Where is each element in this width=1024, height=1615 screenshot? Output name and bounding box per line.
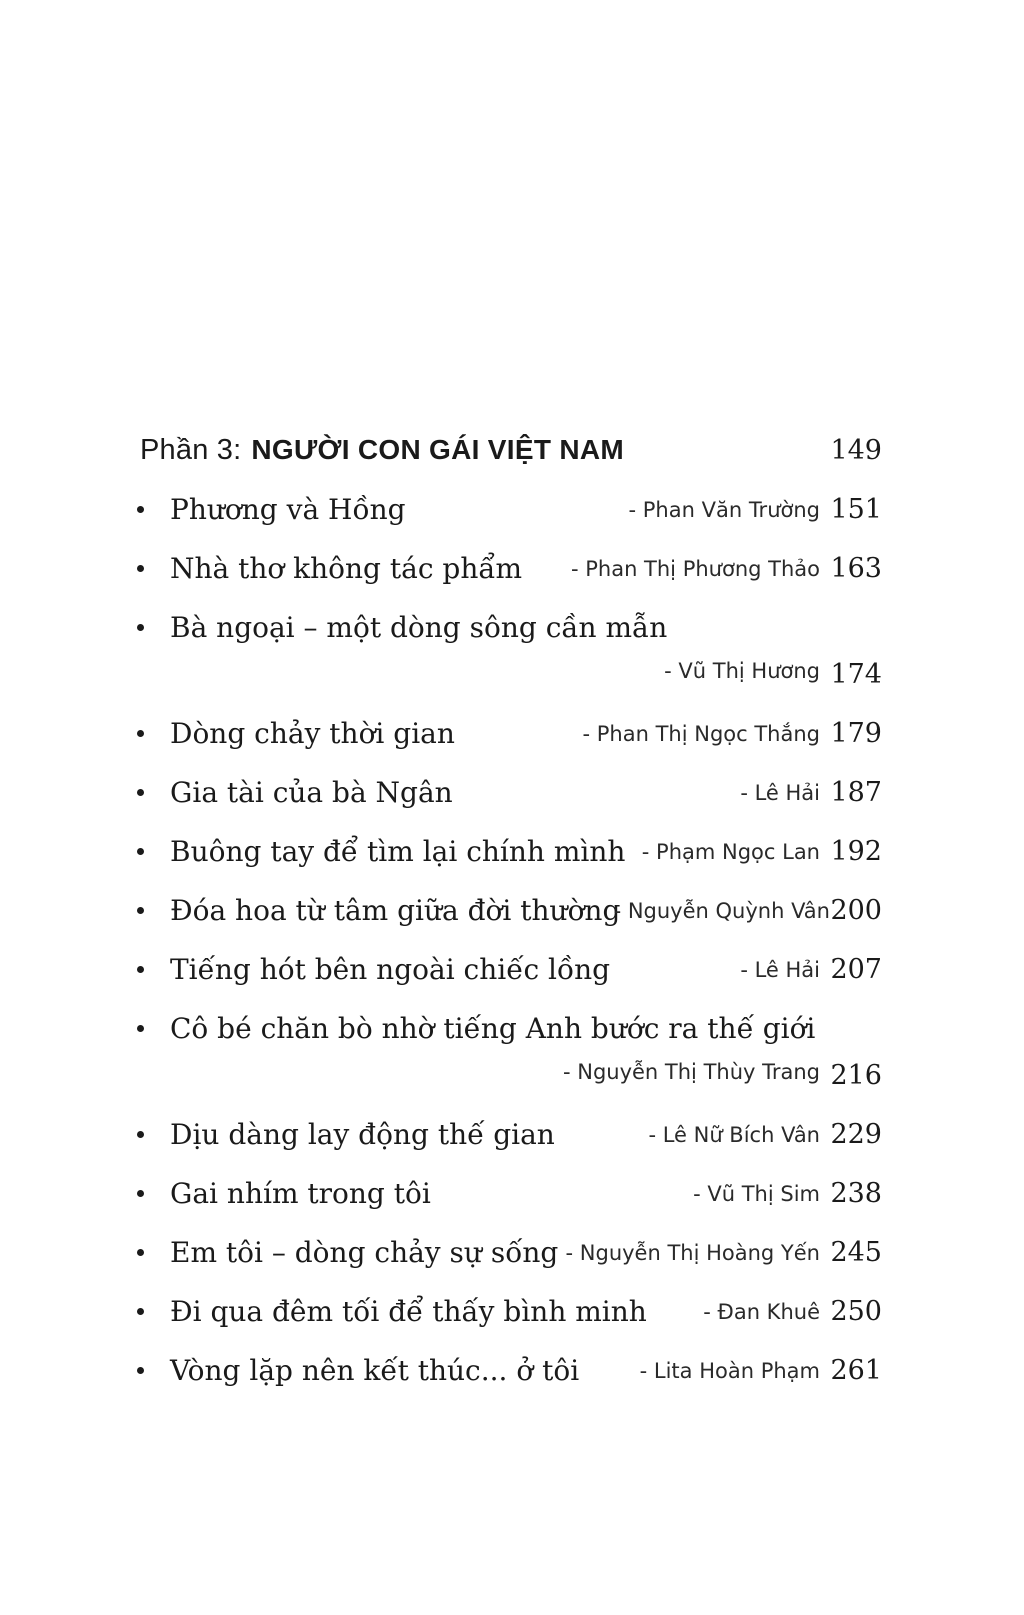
entry-author: - Vũ Thị Sim [693, 1181, 820, 1206]
entry-author: - Phạm Ngọc Lan [641, 839, 820, 864]
entry-page-number: 245 [830, 1237, 882, 1268]
entry-page-number: 250 [830, 1296, 882, 1327]
entry-author: - Lê Hải [740, 957, 820, 982]
entry-page-number: 216 [830, 1060, 882, 1091]
toc-entry [140, 881, 882, 940]
entry-author: - Nguyễn Quỳnh Vân [613, 898, 830, 923]
entry-author: - Phan Thị Phương Thảo [570, 556, 820, 581]
toc-entry [140, 999, 882, 1105]
bullet-icon [137, 848, 144, 855]
entry-title: Gia tài của bà Ngân [170, 776, 453, 809]
bullet-icon [137, 1025, 144, 1032]
bullet-icon [137, 506, 144, 513]
entry-author: - Nguyễn Thị Hoàng Yến [565, 1240, 820, 1265]
toc-entry [140, 1341, 882, 1400]
entry-title: Em tôi – dòng chảy sự sống [170, 1236, 559, 1269]
entry-page-number: 179 [830, 718, 882, 749]
entry-author: - Phan Văn Trường [628, 497, 820, 522]
entry-page-number: 200 [830, 895, 882, 926]
toc-entry [140, 1164, 882, 1223]
entry-title: Nhà thơ không tác phẩm [170, 552, 523, 585]
entry-title: Buông tay để tìm lại chính mình [170, 835, 626, 868]
entry-title: Cô bé chăn bò nhờ tiếng Anh bước ra thế giới [170, 1012, 816, 1045]
toc-entry [140, 763, 882, 822]
entry-title: Dòng chảy thời gian [170, 717, 455, 750]
bullet-icon [137, 1367, 144, 1374]
bullet-icon [137, 966, 144, 973]
entry-title: Phương và Hồng [170, 493, 406, 526]
bullet-icon [137, 907, 144, 914]
toc-entry [140, 704, 882, 763]
bullet-icon [137, 1308, 144, 1315]
entry-title: Bà ngoại – một dòng sông cần mẫn [170, 611, 668, 644]
entry-page-number: 238 [830, 1178, 882, 1209]
toc-entry [140, 940, 882, 999]
entry-page-number: 229 [830, 1119, 882, 1150]
bullet-icon [137, 789, 144, 796]
part-header [140, 420, 882, 480]
bullet-icon [137, 624, 144, 631]
entry-author: - Phan Thị Ngọc Thắng [582, 721, 820, 746]
entry-author: - Nguyễn Thị Thùy Trang [562, 1060, 820, 1084]
toc-entry [140, 598, 882, 704]
entry-author: - Lê Nữ Bích Vân [648, 1122, 820, 1147]
entry-title: Đóa hoa từ tâm giữa đời thường [170, 894, 621, 927]
entry-title: Gai nhím trong tôi [170, 1177, 431, 1210]
entry-page-number: 261 [830, 1355, 882, 1386]
toc-entry [140, 480, 882, 539]
entry-page-number: 174 [830, 659, 882, 690]
toc-entry [140, 1223, 882, 1282]
part-page-number: 149 [830, 434, 882, 466]
toc-entry [140, 539, 882, 598]
entry-page-number: 151 [830, 494, 882, 525]
entry-page-number: 163 [830, 553, 882, 584]
bullet-icon [137, 730, 144, 737]
bullet-icon [137, 1249, 144, 1256]
entry-page-number: 192 [830, 836, 882, 867]
part-label: Phần 3: [140, 433, 242, 466]
entry-author: - Đan Khuê [703, 1299, 820, 1324]
entry-page-number: 187 [830, 777, 882, 808]
bullet-icon [137, 565, 144, 572]
entry-title: Đi qua đêm tối để thấy bình minh [170, 1295, 647, 1328]
entry-title: Tiếng hót bên ngoài chiếc lồng [170, 953, 611, 986]
bullet-icon [137, 1131, 144, 1138]
entry-author: - Lita Hoàn Phạm [639, 1358, 820, 1383]
entry-title: Vòng lặp nên kết thúc... ở tôi [170, 1354, 580, 1387]
table-of-contents [140, 420, 882, 1400]
part-title: NGƯỜI CON GÁI VIỆT NAM [251, 434, 624, 465]
entry-author: - Lê Hải [740, 780, 820, 805]
toc-entry [140, 822, 882, 881]
entry-page-number: 207 [830, 954, 882, 985]
toc-entry [140, 1105, 882, 1164]
bullet-icon [137, 1190, 144, 1197]
entry-title: Dịu dàng lay động thế gian [170, 1118, 555, 1151]
toc-entry [140, 1282, 882, 1341]
entry-author: - Vũ Thị Hương [664, 659, 820, 683]
